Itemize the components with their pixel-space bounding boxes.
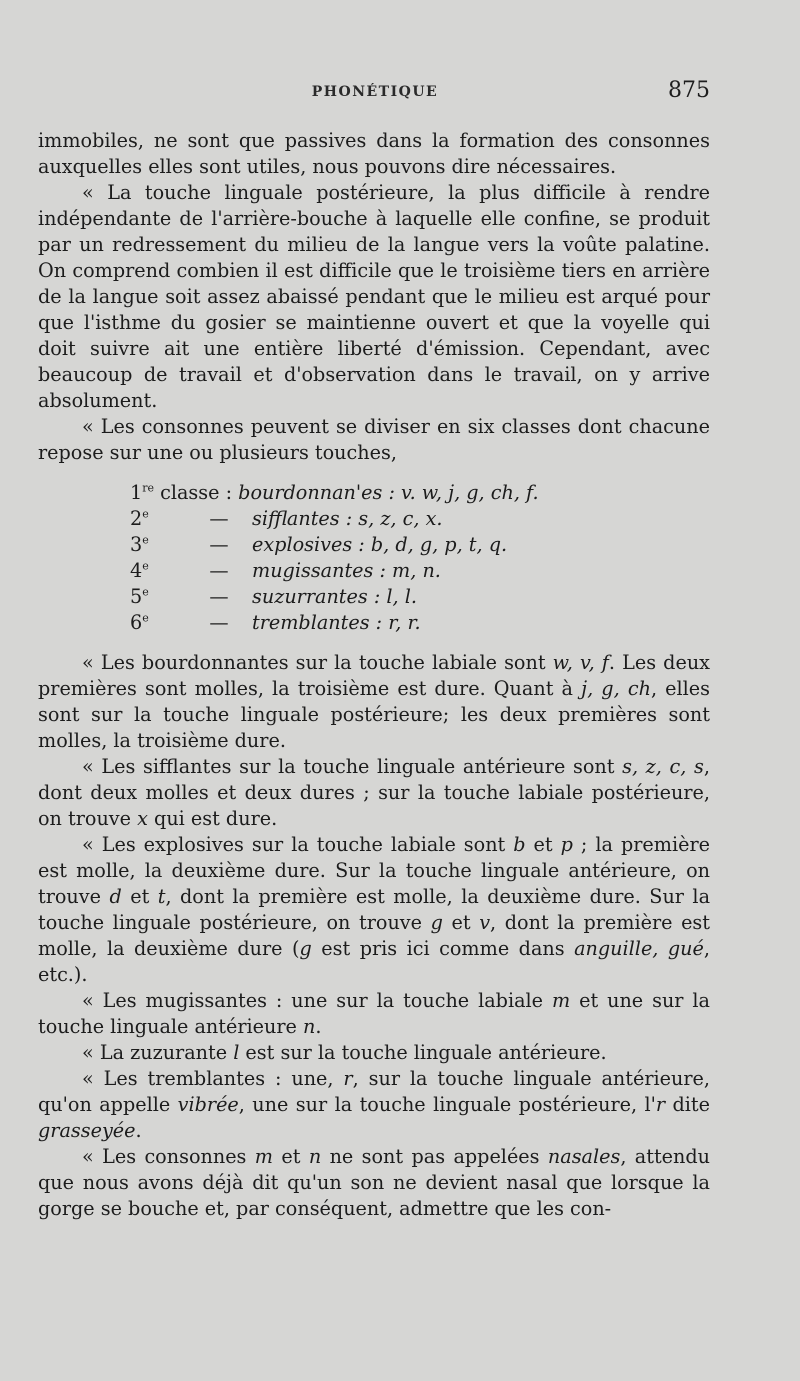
paragraph-touche-linguale: « La touche linguale postérieure, la plus difficile à rendre indépendante de l'arrière-bouche à laquelle elle confine, se produit par un redressement du milieu de la langue vers la voûte palatine. On comprend combien il est difficile que le troisième tiers en arrière de la langue soit assez abaissé pendant que le milieu est arqué pour que l'isthme du gosier se maintienne ouvert et que la voyelle qui doit suivre ait une entière liberté d'émission. Cependant, avec beaucoup de travail et d'observation dans le travail, on y arrive absolument. xyxy=(38,181,710,412)
class-name: sifflantes xyxy=(252,507,340,530)
paragraph-bourdonnantes: « Les bourdonnantes sur la touche labiale sont w, v, f. Les deux premières sont molles, la troisième est dure. Quant à j, g, ch, elles sont sur la touche linguale postérieure; les deux premières sont molles, la troisième dure. xyxy=(38,651,711,752)
page-header xyxy=(40,78,710,110)
paragraph-explosives: « Les explosives sur la touche labiale sont b et p ; la première est molle, la deuxième dure. Sur la touche linguale antérieure, on trouve d et t, dont la première est molle, la deuxième dure. Sur la touche linguale postérieure, on trouve g et v, dont la première est molle, la deuxième dure (g est pris ici comme dans anguille, gué, etc.). xyxy=(38,833,711,986)
consonant-classes-list xyxy=(130,480,710,636)
paragraph-zuzurante: « La zuzurante l est sur la touche linguale antérieure. xyxy=(82,1041,607,1064)
ditto-dash: — xyxy=(209,611,229,634)
class-examples: : r, r. xyxy=(375,611,421,634)
class-name: bourdonnan'es xyxy=(238,481,383,504)
paragraph-six-classes: « Les consonnes peuvent se diviser en six classes dont chacune repose sur une ou plusieurs touches, xyxy=(38,415,710,464)
class-number: 5e xyxy=(130,585,149,608)
class-row xyxy=(130,558,710,584)
paragraph-sifflantes: « Les sifflantes sur la touche linguale antérieure sont s, z, c, s, dont deux molles et deux dures ; sur la touche labiale postérieure, on trouve x qui est dure. xyxy=(38,755,710,830)
ditto-dash: — xyxy=(209,507,229,530)
class-name: explosives xyxy=(252,533,353,556)
class-name: suzurrantes xyxy=(252,585,368,608)
class-examples: : b, d, g, p, t, q. xyxy=(358,533,508,556)
ditto-dash: — xyxy=(209,533,229,556)
paragraph-nasales: « Les consonnes m et n ne sont pas appelées nasales, attendu que nous avons déjà dit qu'un son ne devient nasal que lorsque la gorge se bouche et, par conséquent, admettre que les con- xyxy=(38,1145,711,1220)
class-examples: : l, l. xyxy=(373,585,417,608)
class-name: tremblantes xyxy=(252,611,370,634)
class-row xyxy=(130,506,710,532)
class-number: 4e xyxy=(130,559,149,582)
class-examples: : v. w, j, g, ch, f. xyxy=(388,481,539,504)
class-examples: : s, z, c, x. xyxy=(345,507,443,530)
class-row xyxy=(130,610,710,636)
paragraph-continuation: immobiles, ne sont que passives dans la formation des consonnes auxquelles elles sont utiles, nous pouvons dire nécessaires. xyxy=(38,129,710,178)
class-row xyxy=(130,532,710,558)
class-row xyxy=(130,584,710,610)
class-number: 1re classe : xyxy=(130,481,233,504)
paragraph-mugissantes: « Les mugissantes : une sur la touche labiale m et une sur la touche linguale antérieure n. xyxy=(38,989,710,1038)
class-number: 2e xyxy=(130,507,149,530)
class-name: mugissantes xyxy=(252,559,374,582)
ditto-dash: — xyxy=(209,559,229,582)
paragraph-tremblantes: « Les tremblantes : une, r, sur la touche linguale antérieure, qu'on appelle vibrée, une sur la touche linguale postérieure, l'r dite grasseyée. xyxy=(38,1067,710,1142)
class-number: 3e xyxy=(130,533,149,556)
class-row xyxy=(130,480,710,506)
page-body xyxy=(38,128,710,1222)
running-head: PHONÉTIQUE xyxy=(311,84,439,100)
class-examples: : m, n. xyxy=(379,559,441,582)
class-number: 6e xyxy=(130,611,149,634)
page-number: 875 xyxy=(668,78,710,103)
ditto-dash: — xyxy=(209,585,229,608)
